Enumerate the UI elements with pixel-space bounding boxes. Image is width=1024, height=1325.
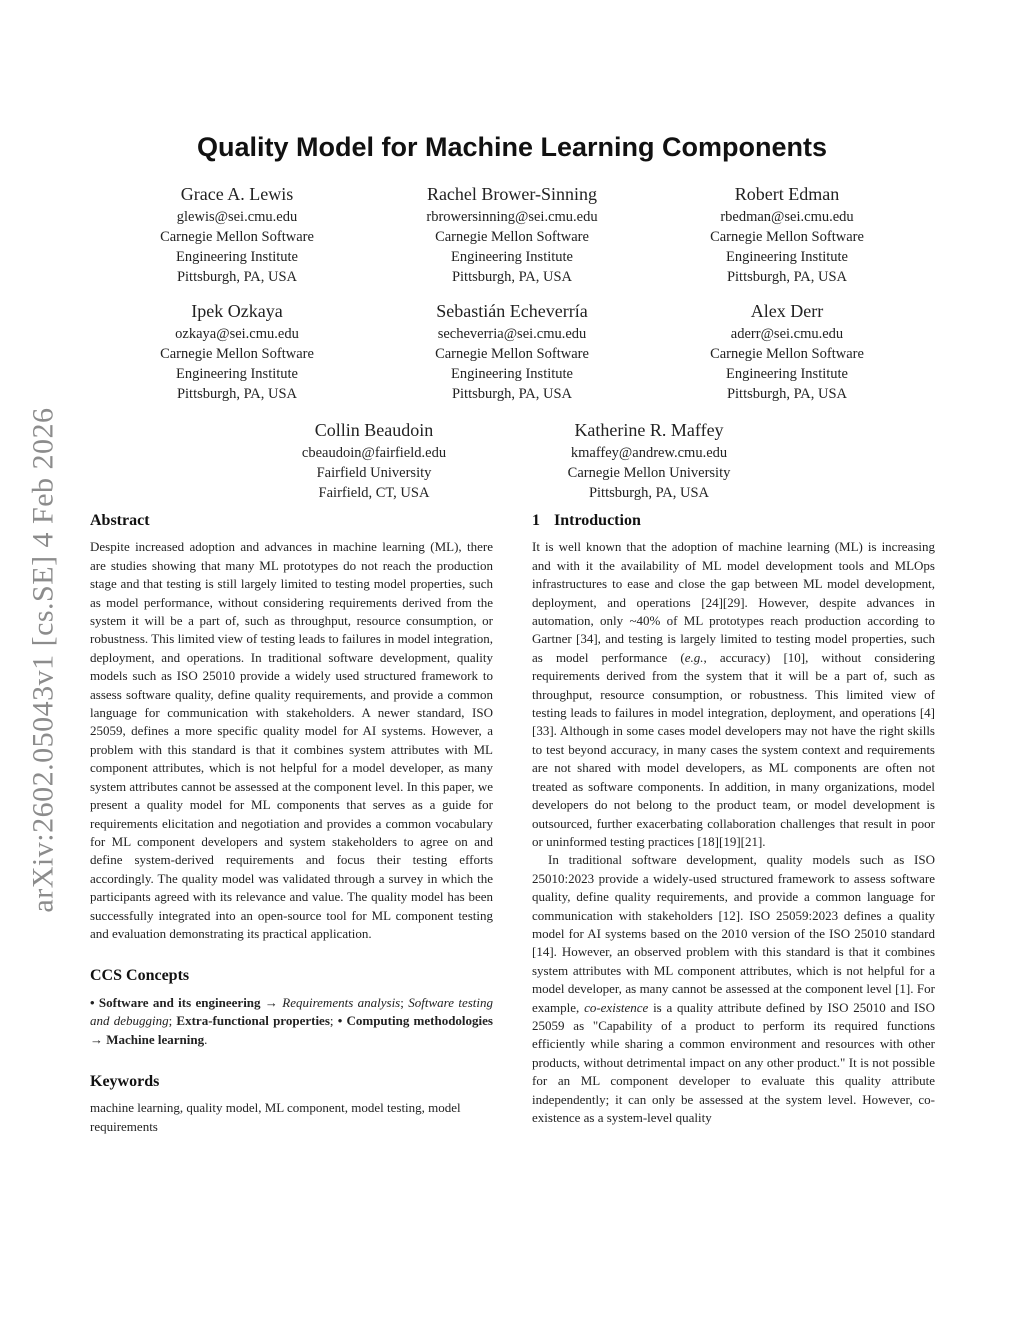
author-location: Pittsburgh, PA, USA bbox=[451, 269, 573, 285]
author-block bbox=[647, 298, 927, 404]
author-email: kmaffey@andrew.cmu.edu bbox=[570, 445, 728, 461]
keywords-heading: Keywords bbox=[90, 1072, 160, 1090]
author-location: Pittsburgh, PA, USA bbox=[726, 386, 848, 402]
author-email: cbeaudoin@fairfield.edu bbox=[301, 445, 447, 461]
author-name: Rachel Brower-Sinning bbox=[426, 184, 598, 204]
ccs-text: • Software and its engineering → Requirements analysis; Software testing and debugging; Extra-functional properties; • Computing methodologies → Machine learning. bbox=[90, 994, 494, 1047]
arxiv-id: arXiv:2602.05043v1 [cs.SE] 4 Feb 2026 bbox=[27, 407, 60, 913]
right-column bbox=[532, 512, 935, 1127]
author-block bbox=[97, 298, 377, 404]
author-affiliation: Carnegie Mellon Software bbox=[435, 229, 589, 245]
abstract-heading: Abstract bbox=[90, 512, 150, 529]
author-affiliation: Carnegie Mellon Software bbox=[435, 346, 589, 362]
author-email: aderr@sei.cmu.edu bbox=[730, 326, 844, 342]
author-affiliation: Fairfield University bbox=[316, 465, 432, 481]
author-block bbox=[372, 181, 652, 287]
author-email: rbrowersinning@sei.cmu.edu bbox=[426, 209, 598, 225]
intro-paragraph: It is well known that the adoption of machine learning (ML) is increasing and with it the availability of ML model development tools and MLOps infrastructures to ease and close the gap between ML model development, deployment, and operations [24][29]. However, despite advances in automation, only ~40% of ML prototypes reach production according to Gartner [34], and testing is largely limited to testing model properties, such as model performance (e.g., accuracy) [10], without considering requirements derived from the system that it will be a part of, such as throughput, resource consumption, or robustness. This limited view of testing leads to failures in model integration, deployment, and operations [4][33]. Although in some cases model developers may not have the right skills to test beyond accuracy, in many cases the system context and requirements are not shared with model developers, as ML components are often not treated as software components. In addition, in many organizations, model developers do not belong to the product team, or model development is outsourced, further exacerbating collaboration challenges that result in poor or uninformed testing practices [18][19][21]. bbox=[532, 539, 935, 849]
author-affiliation: Carnegie Mellon Software bbox=[160, 346, 314, 362]
author-affiliation: Carnegie Mellon Software bbox=[710, 346, 864, 362]
author-affiliation: Engineering Institute bbox=[450, 366, 573, 382]
author-email: rbedman@sei.cmu.edu bbox=[720, 209, 854, 225]
author-block bbox=[647, 181, 927, 287]
author-email: ozkaya@sei.cmu.edu bbox=[175, 326, 299, 342]
left-column bbox=[90, 512, 493, 1160]
author-location: Pittsburgh, PA, USA bbox=[451, 386, 573, 402]
author-name: Grace A. Lewis bbox=[180, 184, 294, 204]
intro-heading bbox=[532, 512, 935, 530]
author-affiliation: Engineering Institute bbox=[450, 249, 573, 265]
author-location: Pittsburgh, PA, USA bbox=[726, 269, 848, 285]
section-number: 1 bbox=[532, 512, 540, 529]
ccs-concepts-section bbox=[90, 967, 493, 1049]
author-affiliation: Carnegie Mellon University bbox=[567, 465, 731, 481]
author-block bbox=[234, 417, 514, 503]
author-affiliation: Engineering Institute bbox=[175, 249, 298, 265]
author-affiliation: Engineering Institute bbox=[725, 366, 848, 382]
keywords-section bbox=[90, 1073, 493, 1136]
author-name: Katherine R. Maffey bbox=[574, 420, 724, 440]
author-name: Sebastián Echeverría bbox=[436, 301, 588, 321]
author-name: Collin Beaudoin bbox=[314, 420, 434, 440]
author-location: Pittsburgh, PA, USA bbox=[176, 269, 298, 285]
author-location: Fairfield, CT, USA bbox=[318, 485, 430, 501]
abstract-text: Despite increased adoption and advances in machine learning (ML), there are studies showing that many ML prototypes do not reach the production stage and that testing is still largely limited to testing model properties, such as model performance, without considering requirements derived from the system it will be a part of, such as throughput, resource consumption, or robustness. This limited view of testing leads to failures in model integration, deployment, and operations. In traditional software development, quality models such as ISO 25010 provide a widely used structured framework to assess software quality, define quality requirements, and provide a common language for communication with stakeholders. A newer standard, ISO 25059, defines a more specific quality model for AI systems. However, a problem with this standard is that it combines system attributes with ML component attributes, which is not helpful for a model developer, as many system attributes cannot be assessed at the component level. In this paper, we present a quality model for ML components that serves as a guide for requirements elicitation and negotiation and provides a common vocabulary for ML component developers and system stakeholders to agree on and define system-derived requirements and focus their testing efforts accordingly. The quality model was validated through a survey in which the participants agreed with its relevance and value. The quality model has been successfully integrated into an open-source tool for ML component testing and evaluation demonstrating its practical application. bbox=[90, 539, 493, 941]
author-affiliation: Engineering Institute bbox=[725, 249, 848, 265]
author-affiliation: Engineering Institute bbox=[175, 366, 298, 382]
author-block bbox=[372, 298, 652, 404]
author-name: Robert Edman bbox=[734, 184, 840, 204]
author-location: Pittsburgh, PA, USA bbox=[176, 386, 298, 402]
abstract-section bbox=[90, 512, 493, 943]
author-affiliation: Carnegie Mellon Software bbox=[160, 229, 314, 245]
author-affiliation: Carnegie Mellon Software bbox=[710, 229, 864, 245]
ccs-heading: CCS Concepts bbox=[90, 967, 190, 985]
section-title: Introduction bbox=[554, 512, 641, 529]
author-email: secheverria@sei.cmu.edu bbox=[437, 326, 587, 342]
author-name: Alex Derr bbox=[750, 301, 824, 321]
author-email: glewis@sei.cmu.edu bbox=[176, 209, 298, 225]
keywords-text: machine learning, quality model, ML component, model testing, model requirements bbox=[90, 1100, 461, 1134]
paper-title: Quality Model for Machine Learning Components bbox=[196, 132, 828, 162]
author-block bbox=[97, 181, 377, 287]
author-location: Pittsburgh, PA, USA bbox=[588, 485, 710, 501]
author-name: Ipek Ozkaya bbox=[191, 301, 283, 321]
intro-paragraph: In traditional software development, quality models such as ISO 25010:2023 provide a widely-used structured framework to assess software quality, define quality requirements, and provide a common language for communication with stakeholders [12]. ISO 25059:2023 defines a quality model for AI systems based on the 2010 version of the ISO 25010 standard [14]. However, an observed problem with this standard is that it combines system attributes with ML component attributes, which is not helpful for a model developer, as many cannot be assessed at the component level [1]. For example, co-existence is a quality attribute defined by ISO 25010 and ISO 25059 as "Capability of a product to perform its required functions efficiently while sharing a common environment and resources with other products, without detrimental impact on any other product." It is not possible for an ML component developer to evaluate this quality attribute independently; it can only be assessed at the system level. However, co-existence as a system-level quality bbox=[532, 852, 935, 1125]
author-block bbox=[509, 417, 789, 503]
arxiv-sidebar-stamp bbox=[22, 380, 66, 940]
